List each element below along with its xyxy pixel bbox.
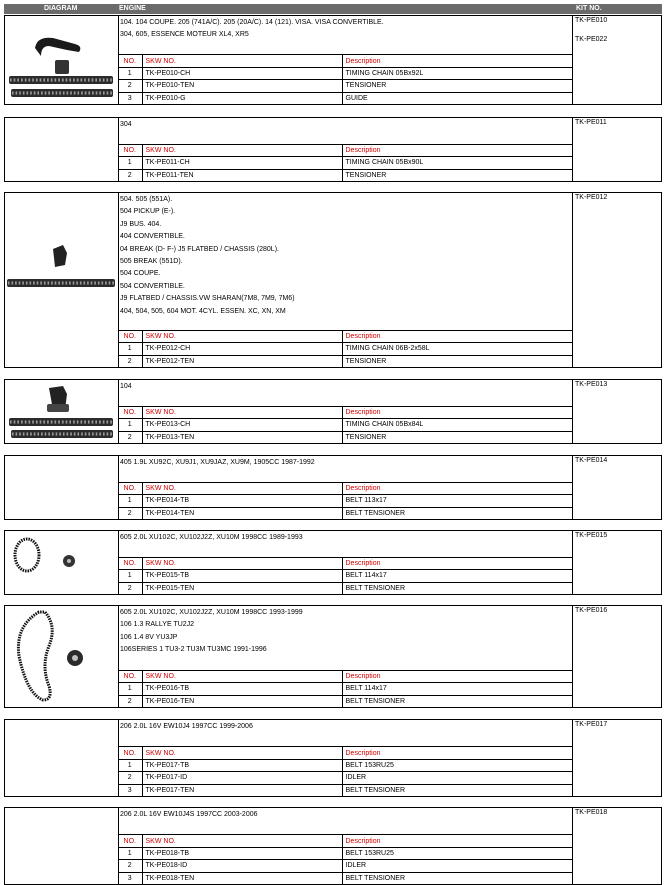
parts-table-header xyxy=(118,835,573,847)
skw-number: TK-PE014-TEN xyxy=(142,507,342,519)
engine-line: 505 BREAK (551D). xyxy=(120,258,183,266)
part-diagram-image xyxy=(5,16,118,104)
parts-table xyxy=(118,406,573,443)
engine-line: 106 1.4 8V YU3JP xyxy=(120,633,178,641)
part-number: 2 xyxy=(118,860,142,872)
part-description: BELT TENSIONER xyxy=(342,695,573,707)
kit-block xyxy=(4,455,662,520)
kit-number-cell xyxy=(572,193,661,367)
part-description: BELT 113x17 xyxy=(342,495,573,507)
table-row xyxy=(118,784,573,796)
kit-number-cell xyxy=(572,16,661,104)
skw-number: TK-PE010-CH xyxy=(142,67,342,79)
engine-line: 504 COUPE. xyxy=(120,270,161,278)
engine-description xyxy=(120,119,571,131)
part-description: TENSIONER xyxy=(342,169,573,181)
engine-cell xyxy=(118,193,573,367)
header-cell-description: Description xyxy=(342,144,573,156)
catalog-header xyxy=(4,4,662,14)
part-description: BELT 153RU25 xyxy=(342,847,573,859)
part-description: BELT 114x17 xyxy=(342,570,573,582)
engine-cell xyxy=(118,808,573,884)
table-row xyxy=(118,570,573,582)
header-cell-description: Description xyxy=(342,747,573,759)
header-cell-description: Description xyxy=(342,406,573,418)
part-number: 1 xyxy=(118,847,142,859)
table-row xyxy=(118,419,573,431)
part-number: 1 xyxy=(118,419,142,431)
engine-description xyxy=(120,721,571,733)
table-row xyxy=(118,847,573,859)
table-row xyxy=(118,157,573,169)
engine-cell xyxy=(118,16,573,104)
part-number: 3 xyxy=(118,92,142,104)
part-diagram-image xyxy=(5,606,118,707)
part-number: 1 xyxy=(118,570,142,582)
diagram-cell xyxy=(5,808,119,884)
skw-number: TK-PE010-TEN xyxy=(142,80,342,92)
engine-line: 304, 605, ESSENCE MOTEUR XL4, XR5 xyxy=(120,31,249,39)
table-row xyxy=(118,507,573,519)
kit-block xyxy=(4,530,662,595)
kit-block xyxy=(4,117,662,182)
diagram-cell xyxy=(5,16,119,104)
table-row xyxy=(118,80,573,92)
engine-line: 404, 504, 505, 604 MOT. 4CYL. ESSEN. XC, XN, XM xyxy=(120,307,286,315)
table-row xyxy=(118,860,573,872)
part-number: 2 xyxy=(118,582,142,594)
diagram-cell xyxy=(5,606,119,707)
skw-number: TK-PE016-TB xyxy=(142,683,342,695)
engine-description xyxy=(120,809,571,821)
skw-number: TK-PE013-CH xyxy=(142,419,342,431)
header-cell-description: Description xyxy=(342,670,573,682)
skw-number: TK-PE017-TB xyxy=(142,759,342,771)
engine-cell xyxy=(118,380,573,443)
engine-line: 106SERIES 1 TU3-2 TU3M TU3MC 1991-1996 xyxy=(120,646,267,654)
diagram-cell xyxy=(5,118,119,181)
engine-description xyxy=(120,457,571,469)
parts-table xyxy=(118,144,573,181)
skw-number: TK-PE011-CH xyxy=(142,157,342,169)
table-row xyxy=(118,431,573,443)
header-cell-skw: SKW NO. xyxy=(142,670,342,682)
part-number: 1 xyxy=(118,683,142,695)
skw-number: TK-PE010-G xyxy=(142,92,342,104)
parts-table-header xyxy=(118,406,573,418)
part-number: 1 xyxy=(118,67,142,79)
kit-code: TK-PE017 xyxy=(575,721,608,728)
engine-line: J9 FLATBED / CHASSIS.VW SHARAN(7M8, 7M9, 7M6) xyxy=(120,295,295,303)
table-row xyxy=(118,169,573,181)
kit-number-cell xyxy=(572,606,661,707)
engine-description xyxy=(120,194,571,318)
engine-line: 605 2.0L XU102C, XU102J2Z, XU10M 1998CC 1989-1993 xyxy=(120,534,303,541)
engine-line: 206 2.0L 16V EW10J4 1997CC 1999-2006 xyxy=(120,723,253,730)
header-cell-no: NO. xyxy=(118,835,142,847)
table-row xyxy=(118,683,573,695)
parts-table xyxy=(118,557,573,594)
parts-table xyxy=(118,330,573,367)
kit-code: TK-PE014 xyxy=(575,457,608,464)
part-number: 2 xyxy=(118,772,142,784)
header-diagram: DIAGRAM xyxy=(44,5,78,12)
part-description: TENSIONER xyxy=(342,80,573,92)
table-row xyxy=(118,695,573,707)
table-row xyxy=(118,92,573,104)
part-description: GUIDE xyxy=(342,92,573,104)
part-number: 2 xyxy=(118,695,142,707)
kit-code: TK-PE022 xyxy=(575,36,608,43)
engine-line: 404 CONVERTIBLE. xyxy=(120,233,185,241)
part-number: 2 xyxy=(118,169,142,181)
header-cell-skw: SKW NO. xyxy=(142,482,342,494)
diagram-cell xyxy=(5,720,119,796)
part-description: BELT 153RU25 xyxy=(342,759,573,771)
kit-code: TK-PE016 xyxy=(575,607,608,614)
header-cell-skw: SKW NO. xyxy=(142,835,342,847)
kit-code: TK-PE012 xyxy=(575,194,608,201)
kit-code: TK-PE015 xyxy=(575,532,608,539)
header-cell-description: Description xyxy=(342,482,573,494)
header-cell-skw: SKW NO. xyxy=(142,330,342,342)
kit-number-cell xyxy=(572,456,661,519)
parts-table-header xyxy=(118,482,573,494)
kit-code: TK-PE010 xyxy=(575,17,608,24)
part-number: 2 xyxy=(118,80,142,92)
engine-line: 04 BREAK (D- F-) J5 FLATBED / CHASSIS (280L). xyxy=(120,245,279,253)
skw-number: TK-PE012-TEN xyxy=(142,355,342,367)
skw-number: TK-PE018-TB xyxy=(142,847,342,859)
part-diagram-image xyxy=(5,193,118,367)
part-description: TENSIONER xyxy=(342,431,573,443)
engine-line: 106 1.3 RALLYE TU2J2 xyxy=(120,621,195,629)
skw-number: TK-PE018-TEN xyxy=(142,872,342,884)
engine-line: 504 CONVERTIBLE. xyxy=(120,282,185,290)
kit-block xyxy=(4,15,662,105)
part-description: BELT TENSIONER xyxy=(342,582,573,594)
header-cell-no: NO. xyxy=(118,406,142,418)
part-diagram-image xyxy=(5,531,118,594)
header-cell-no: NO. xyxy=(118,55,142,67)
part-number: 2 xyxy=(118,355,142,367)
engine-line: J9 BUS. 404. xyxy=(120,220,162,228)
part-number: 2 xyxy=(118,431,142,443)
parts-table-header xyxy=(118,557,573,569)
skw-number: TK-PE017-TEN xyxy=(142,784,342,796)
header-cell-description: Description xyxy=(342,557,573,569)
skw-number: TK-PE013-TEN xyxy=(142,431,342,443)
diagram-cell xyxy=(5,456,119,519)
header-cell-skw: SKW NO. xyxy=(142,55,342,67)
engine-description xyxy=(120,17,571,42)
header-cell-skw: SKW NO. xyxy=(142,557,342,569)
header-cell-skw: SKW NO. xyxy=(142,747,342,759)
engine-line: 304 xyxy=(120,121,132,128)
table-row xyxy=(118,495,573,507)
kit-block xyxy=(4,192,662,368)
part-description: IDLER xyxy=(342,772,573,784)
table-row xyxy=(118,582,573,594)
part-description: TIMING CHAIN 05Bx90L xyxy=(342,157,573,169)
part-number: 1 xyxy=(118,759,142,771)
kit-number-cell xyxy=(572,808,661,884)
table-row xyxy=(118,343,573,355)
engine-cell xyxy=(118,118,573,181)
part-description: TENSIONER xyxy=(342,355,573,367)
parts-table-header xyxy=(118,330,573,342)
table-row xyxy=(118,355,573,367)
parts-table xyxy=(118,746,573,796)
kit-code: TK-PE018 xyxy=(575,809,608,816)
skw-number: TK-PE018-ID xyxy=(142,860,342,872)
engine-line: 104 xyxy=(120,383,132,390)
engine-line: 504 PICKUP (E-). xyxy=(120,208,176,216)
kit-code: TK-PE011 xyxy=(575,119,607,126)
part-diagram-image xyxy=(5,380,118,443)
skw-number: TK-PE011-TEN xyxy=(142,169,342,181)
kit-block xyxy=(4,719,662,797)
part-number: 3 xyxy=(118,872,142,884)
part-number: 1 xyxy=(118,495,142,507)
table-row xyxy=(118,67,573,79)
engine-line: 504. 505 (551A). xyxy=(120,196,173,203)
engine-line: 206 2.0L 16V EW10J4S 1997CC 2003-2006 xyxy=(120,811,258,818)
header-engine: ENGINE xyxy=(119,5,146,12)
kit-number-cell xyxy=(572,531,661,594)
diagram-cell xyxy=(5,531,119,594)
table-row xyxy=(118,872,573,884)
kit-number-cell xyxy=(572,380,661,443)
parts-table-header xyxy=(118,55,573,67)
engine-line: 605 2.0L XU102C, XU102J2Z, XU10M 1998CC 1993-1999 xyxy=(120,609,303,616)
header-cell-description: Description xyxy=(342,55,573,67)
table-row xyxy=(118,759,573,771)
part-number: 2 xyxy=(118,507,142,519)
part-description: BELT TENSIONER xyxy=(342,507,573,519)
header-cell-description: Description xyxy=(342,835,573,847)
header-cell-skw: SKW NO. xyxy=(142,144,342,156)
kit-block xyxy=(4,379,662,444)
engine-cell xyxy=(118,456,573,519)
engine-description xyxy=(120,607,571,657)
parts-table xyxy=(118,482,573,519)
kit-number-cell xyxy=(572,720,661,796)
diagram-cell xyxy=(5,380,119,443)
part-description: BELT 114x17 xyxy=(342,683,573,695)
header-cell-no: NO. xyxy=(118,482,142,494)
header-cell-no: NO. xyxy=(118,557,142,569)
skw-number: TK-PE014-TB xyxy=(142,495,342,507)
engine-cell xyxy=(118,720,573,796)
engine-cell xyxy=(118,531,573,594)
engine-line: 104. 104 COUPE. 205 (741A/C). 205 (20A/C). 14 (121). VISA. VISA CONVERTIBLE. xyxy=(120,19,384,26)
skw-number: TK-PE015-TEN xyxy=(142,582,342,594)
engine-description xyxy=(120,532,571,544)
skw-number: TK-PE015-TB xyxy=(142,570,342,582)
part-description: TIMING CHAIN 05Bx92L xyxy=(342,67,573,79)
part-description: BELT TENSIONER xyxy=(342,784,573,796)
part-number: 3 xyxy=(118,784,142,796)
parts-table xyxy=(118,670,573,707)
parts-table xyxy=(118,834,573,884)
parts-table-header xyxy=(118,747,573,759)
part-number: 1 xyxy=(118,157,142,169)
header-cell-no: NO. xyxy=(118,747,142,759)
table-row xyxy=(118,772,573,784)
kit-number-cell xyxy=(572,118,661,181)
parts-table-header xyxy=(118,144,573,156)
header-kit-no: KIT NO. xyxy=(576,5,602,12)
header-cell-skw: SKW NO. xyxy=(142,406,342,418)
header-cell-no: NO. xyxy=(118,330,142,342)
header-cell-no: NO. xyxy=(118,144,142,156)
skw-number: TK-PE016-TEN xyxy=(142,695,342,707)
kit-block xyxy=(4,605,662,708)
parts-table-header xyxy=(118,670,573,682)
part-description: IDLER xyxy=(342,860,573,872)
engine-line: 405 1.9L XU92C, XU9J1, XU9JAZ, XU9M, 1905CC 1987-1992 xyxy=(120,459,315,466)
skw-number: TK-PE012-CH xyxy=(142,343,342,355)
part-number: 1 xyxy=(118,343,142,355)
diagram-cell xyxy=(5,193,119,367)
header-cell-no: NO. xyxy=(118,670,142,682)
kit-code: TK-PE013 xyxy=(575,381,608,388)
engine-cell xyxy=(118,606,573,707)
part-description: TIMING CHAIN 06B-2x58L xyxy=(342,343,573,355)
engine-description xyxy=(120,381,571,393)
parts-table xyxy=(118,54,573,104)
part-description: TIMING CHAIN 05Bx84L xyxy=(342,419,573,431)
header-cell-description: Description xyxy=(342,330,573,342)
part-description: BELT TENSIONER xyxy=(342,872,573,884)
skw-number: TK-PE017-ID xyxy=(142,772,342,784)
kit-block xyxy=(4,807,662,885)
